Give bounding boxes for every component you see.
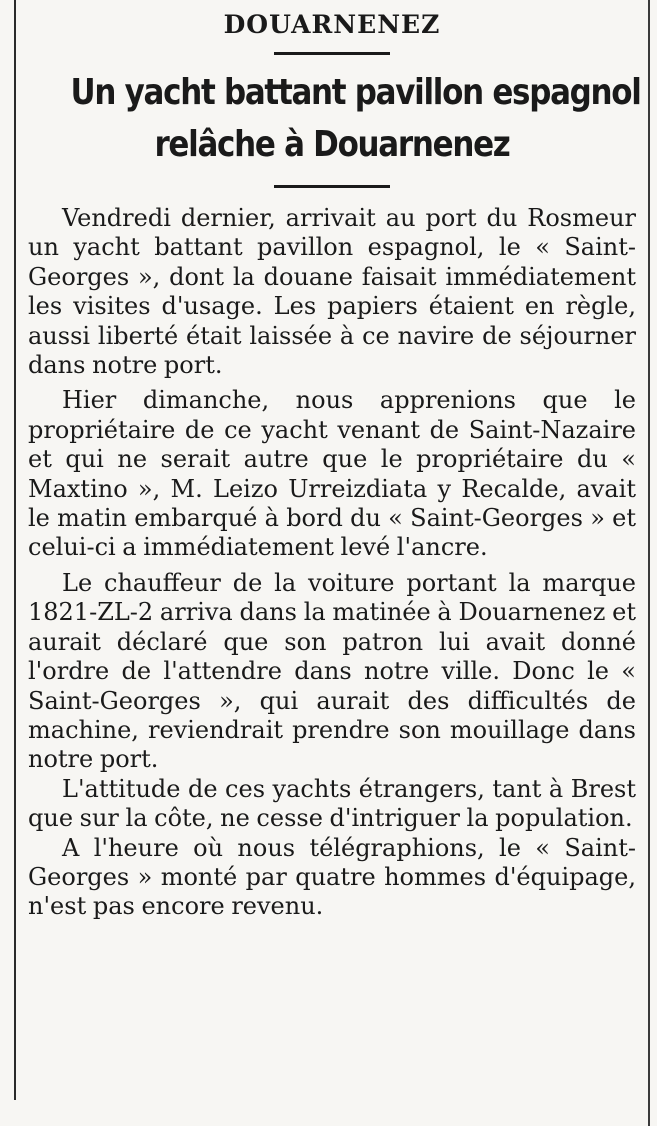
headline-line-2: relâche à Douarnenez: [154, 124, 510, 165]
headline-rule: [274, 185, 390, 188]
dateline: DOUARNENEZ: [223, 10, 441, 39]
paragraph: Hier dimanche, nous apprenions que le propriétaire de ce yacht venant de Saint-Nazaire et qui ne serait autre que le propriétaire du « Maxtino », M. Leizo Urreizdiata y Recalde, avait le matin embarqué à bord du « Saint-Georges » et celui-ci a immédiatement levé l'ancre.: [28, 386, 636, 562]
paragraph: Le chauffeur de la voiture portant la marque 1821-ZL-2 arriva dans la matinée à Douarnenez et aurait déclaré que son patron lui avait donné l'ordre de l'attendre dans notre ville. Donc le « Saint-Georges », qui aurait des difficultés de machine, reviendrait prendre son mouillage dans notre port.: [28, 568, 636, 774]
paragraph: A l'heure où nous télégraphions, le « Saint-Georges » monté par quatre hommes d'équipage, n'est pas encore revenu.: [28, 833, 636, 921]
article-body: [28, 204, 636, 922]
column-rule-right: [648, 0, 650, 1126]
headline-line-1: Un yacht battant pavillon espagnol: [70, 72, 641, 113]
dateline-rule: [274, 52, 390, 55]
paragraph: Vendredi dernier, arrivait au port du Rosmeur un yacht battant pavillon espagnol, le « Saint-Georges », dont la douane faisait immédiatement les visites d'usage. Les papiers étaient en règle, aussi liberté était laissée à ce navire de séjourner dans notre port.: [28, 204, 636, 380]
paragraph: L'attitude de ces yachts étrangers, tant à Brest que sur la côte, ne cesse d'intriguer la population.: [28, 774, 636, 833]
column-rule-left: [14, 0, 16, 1100]
article: [28, 8, 641, 922]
